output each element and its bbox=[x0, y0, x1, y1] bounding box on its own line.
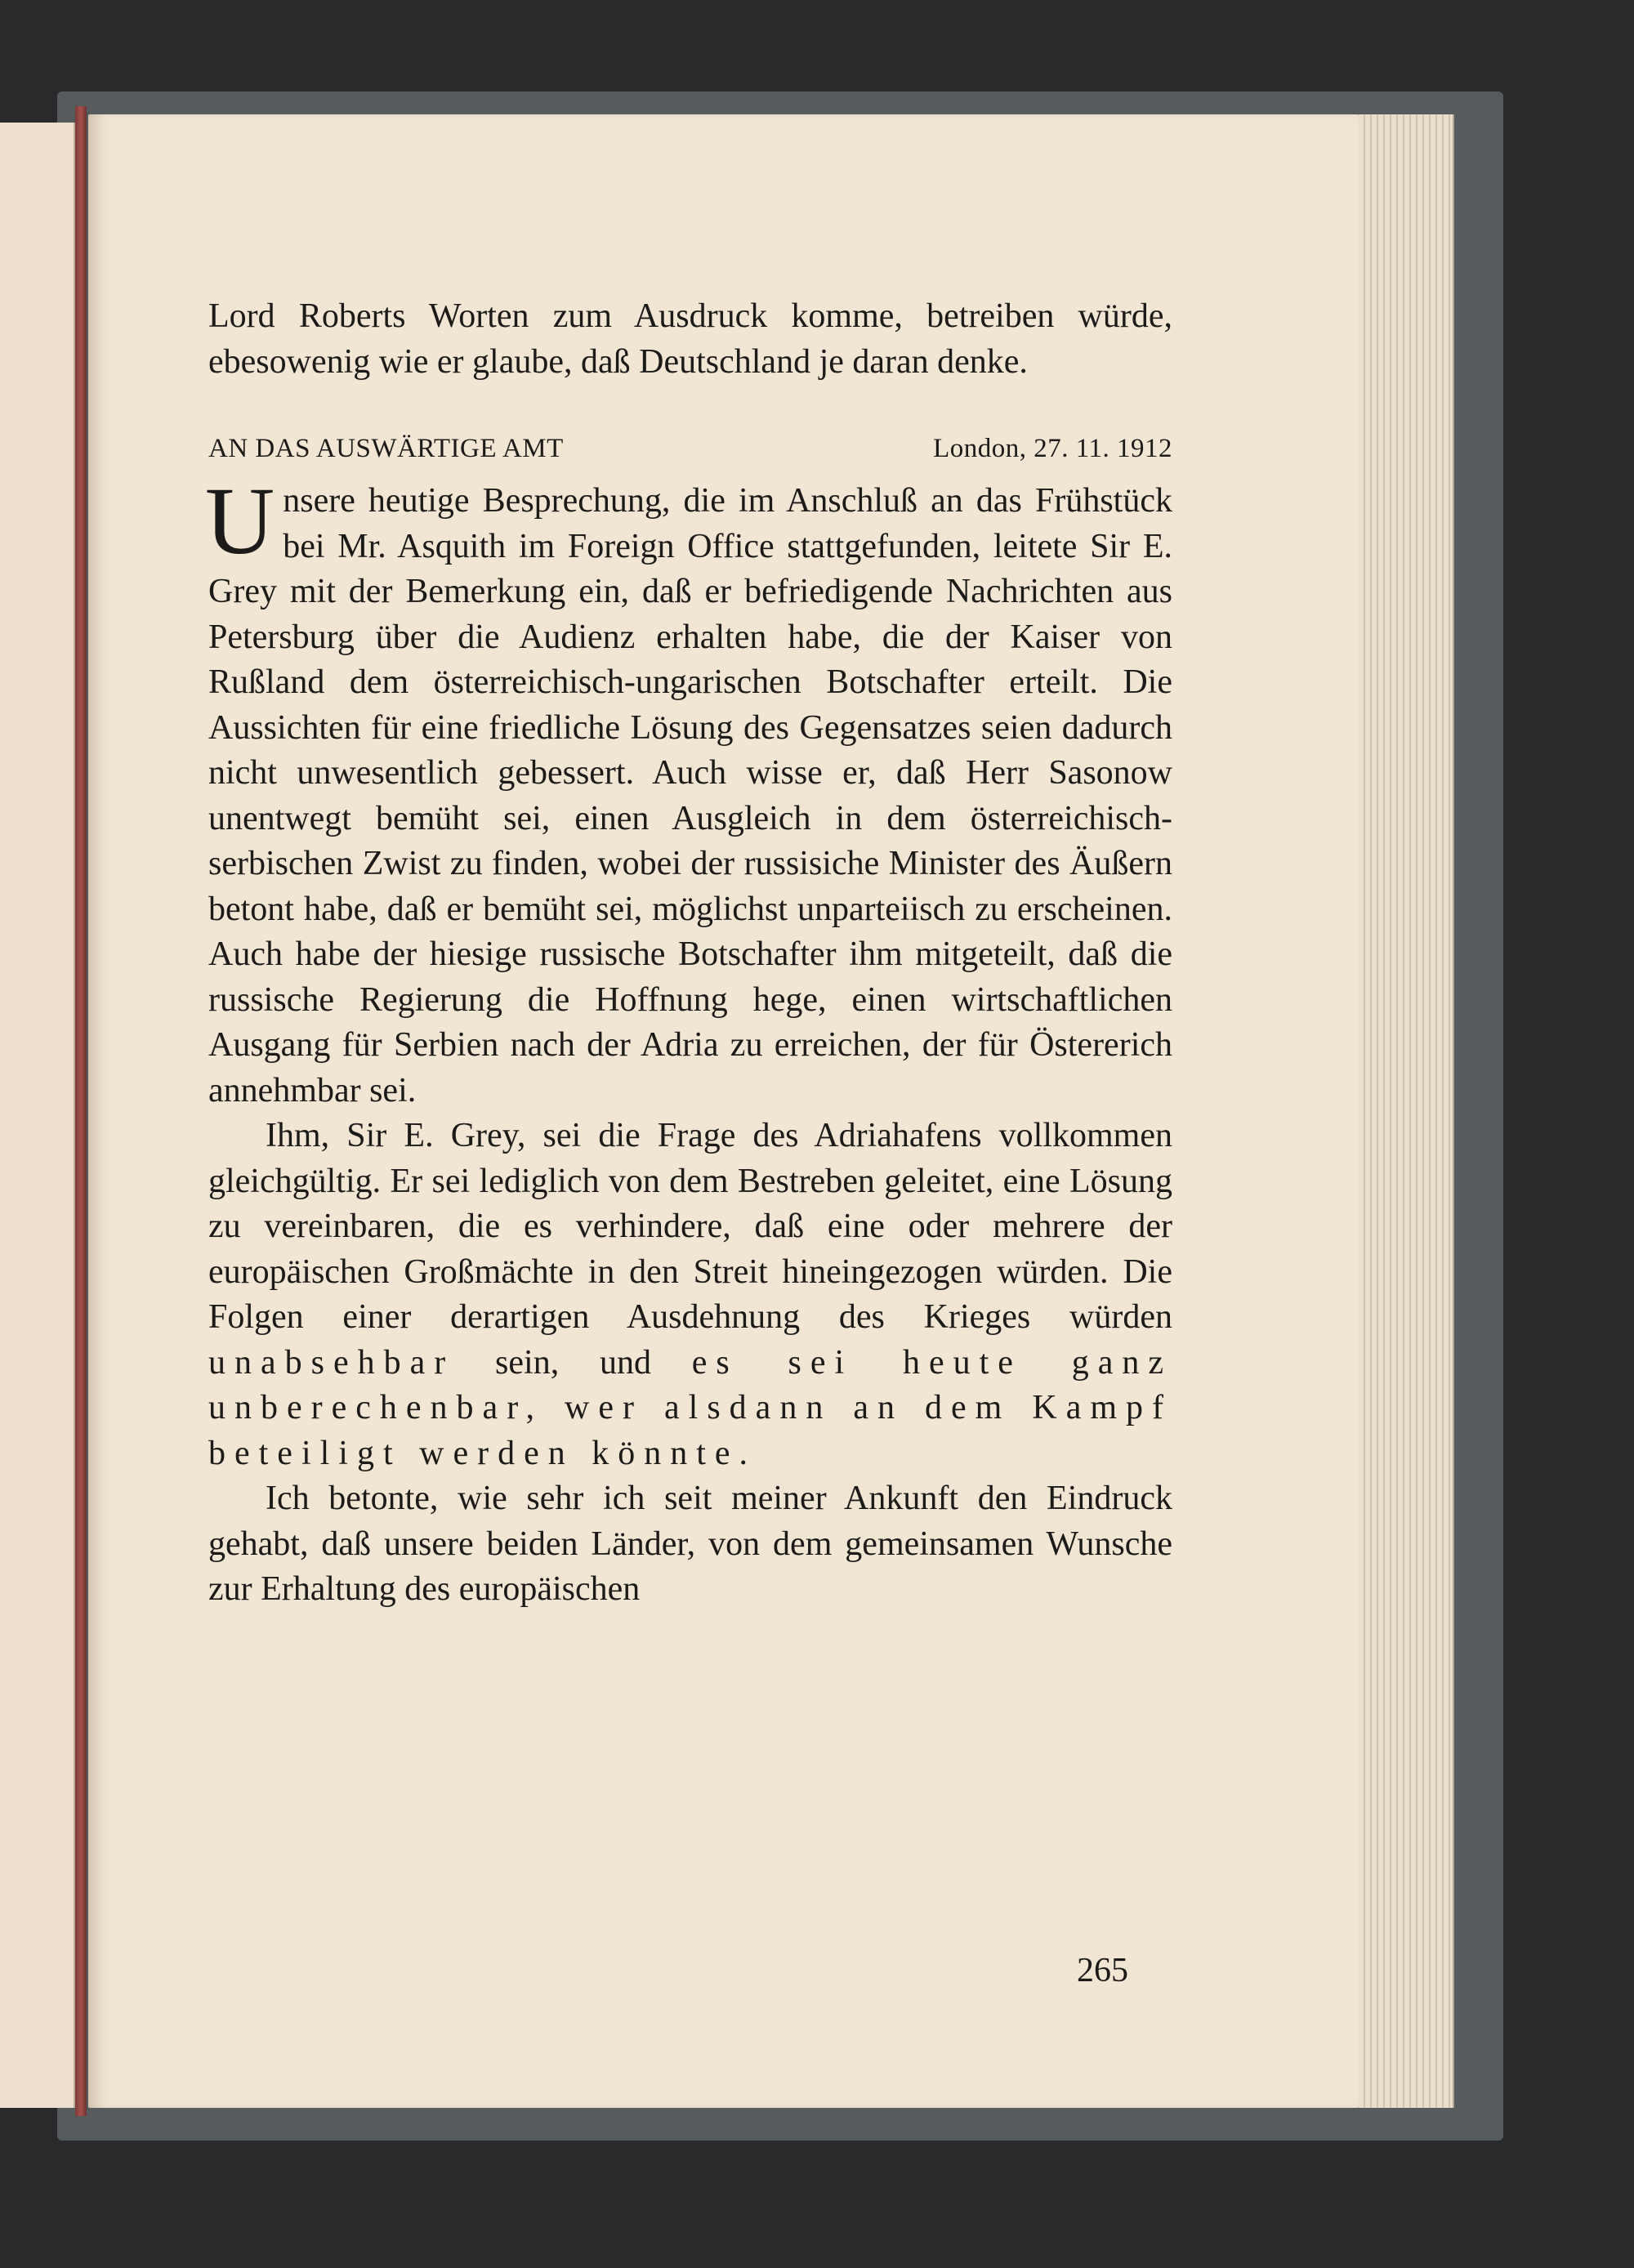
paragraph-2 bbox=[208, 1114, 1172, 1476]
letter-heading bbox=[208, 434, 1172, 464]
page-text bbox=[205, 294, 1172, 1613]
spine-binding bbox=[75, 106, 87, 2116]
drop-cap: U bbox=[205, 467, 275, 574]
paragraph-2-end: . bbox=[739, 1434, 748, 1472]
place-date: London, 27. 11. 1912 bbox=[933, 434, 1172, 463]
page-number: 265 bbox=[1077, 1952, 1128, 1989]
page-edges bbox=[1359, 114, 1454, 2108]
paragraph-2-mid: sein, und bbox=[454, 1343, 692, 1382]
paragraph-1-text: nsere heutige Besprechung, die im Anschluß an das Frühstück bei Mr. Asquith im Foreign Office stattgefunden, leitete Sir E. Grey mit der Bemerkung ein, daß er befriedigende Nachrichten aus Petersburg über die Audienz erhalten habe, die der Kaiser von Rußland dem österreichisch-ungarischen Botschafter erteilt. Die Aussichten für eine friedliche Lösung des Gegensatzes seien dadurch nicht unwesentlich gebessert. Auch wisse er, daß Herr Sasonow unentwegt bemüht sei, einen Ausgleich in dem österreichisch-serbischen Zwist zu finden, wobei der russisiche Minister des Äußern betont habe, daß er bemüht sei, möglichst unparteiisch zu erscheinen. Auch habe der hiesige russische Botschafter ihm mitgeteilt, daß die russische Regierung die Hoffnung hege, einen wirtschaftlichen Ausgang für Serbien nach der Adria zu erreichen, der für Östererich annehmbar sei. bbox=[208, 482, 1172, 1109]
paragraph-3: Ich betonte, wie sehr ich seit meiner Ankunft den Eindruck gehabt, daß unsere beiden Länder, von dem gemeinsamen Wunsche zur Erhaltung des europäischen bbox=[208, 1480, 1172, 1608]
left-page-edge bbox=[0, 123, 75, 2108]
spaced-emphasis-2: es sei heute ganz unberechenbar, wer alsdann an dem Kampf beteiligt werden könnte bbox=[208, 1343, 1172, 1472]
paragraph-2-start: Ihm, Sir E. Grey, sei die Frage des Adriahafens vollkommen gleichgültig. Er sei lediglich von dem Bestreben geleitet, eine Lösung zu vereinbaren, die es verhindere, daß eine oder mehrere der europäischen Großmächte in den Streit hineingezogen würden. Die Folgen einer derartigen Ausdehnung des Krieges würden bbox=[208, 1117, 1172, 1336]
recipient-heading: AN DAS AUSWÄRTIGE AMT bbox=[208, 434, 564, 463]
intro-paragraph: Lord Roberts Worten zum Ausdruck komme, betreiben würde, ebesowenig wie er glaube, daß Deutschland je daran denke. bbox=[208, 297, 1172, 381]
paragraph-1 bbox=[205, 467, 1172, 1114]
spaced-emphasis-1: unabsehbar bbox=[208, 1343, 455, 1382]
